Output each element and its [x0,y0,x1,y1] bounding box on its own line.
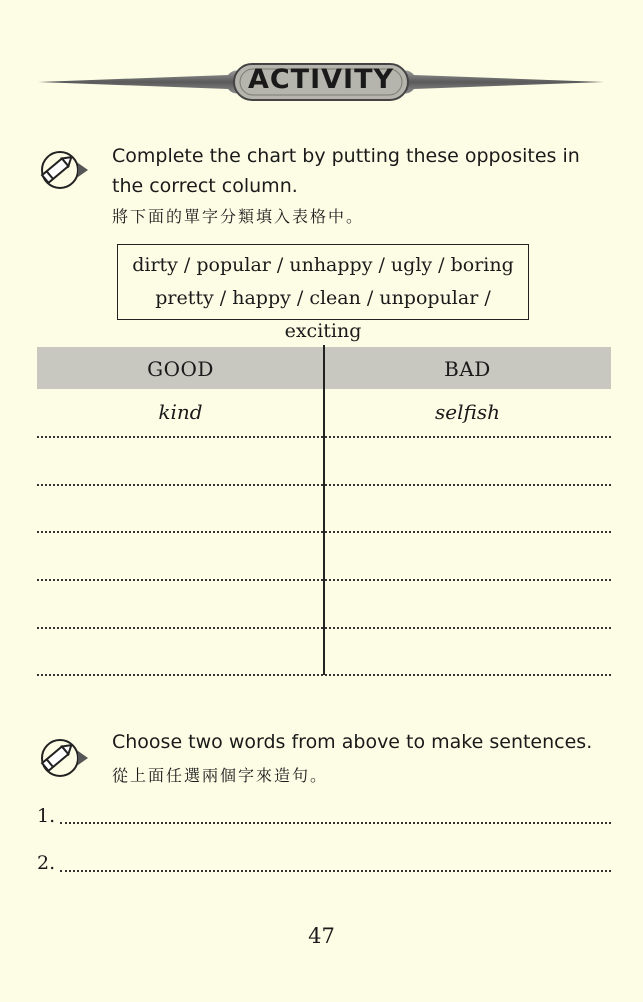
word-box [117,244,529,342]
banner-title: ACTIVITY [247,64,395,95]
pencil-icon [34,734,90,782]
bad-example: selfish [435,400,500,424]
activity1-instruction-zh: 將下面的單字分類填入表格中。 [112,207,365,226]
pencil-icon [34,146,90,194]
word-list-line-2: pretty / happy / clean / unpopular / exciting [155,287,491,342]
sentence-line-1[interactable] [60,822,611,824]
bad-column-header: BAD [444,357,491,381]
activity2-instruction: Choose two words from above to make sentences. [112,731,593,753]
sentence-line-2[interactable] [60,870,611,872]
chart-row-line[interactable] [37,531,611,533]
good-example: kind [158,400,203,424]
activity-banner [38,60,604,104]
column-divider [323,345,325,675]
sentence-number-1: 1. [37,805,56,827]
chart-row-line[interactable] [37,627,611,629]
play-arrow-icon [78,163,88,177]
instruction-line-2: the correct column. [112,175,298,197]
page-number: 47 [308,924,335,948]
chart-row-line[interactable] [37,579,611,581]
activity2-instruction-zh: 從上面任選兩個字來造句。 [112,766,329,785]
word-list-line-1: dirty / popular / unhappy / ugly / boring [132,254,514,276]
chart-row-line[interactable] [37,436,611,438]
activity1-instruction [112,141,580,201]
sentence-number-2: 2. [37,852,56,874]
good-column-header: GOOD [147,357,214,381]
play-arrow-icon [78,751,88,765]
chart-row-line[interactable] [37,674,611,676]
instruction-line-1: Complete the chart by putting these opposites in [112,145,580,167]
chart-row-line[interactable] [37,484,611,486]
